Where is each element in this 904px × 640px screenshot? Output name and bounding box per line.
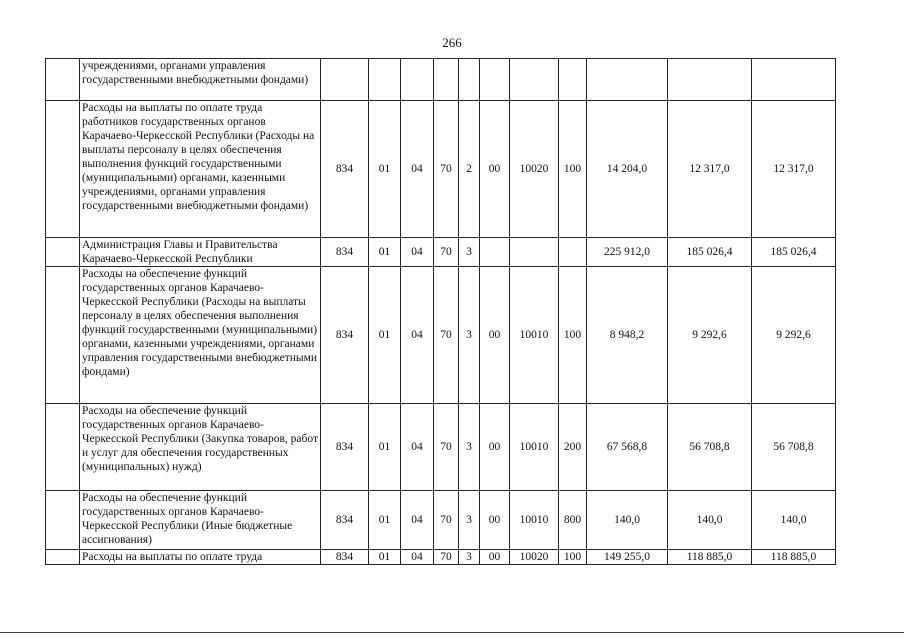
cell-subprogram-code xyxy=(459,59,480,101)
table-row xyxy=(46,550,836,565)
row-description: Расходы на выплаты по оплате труда xyxy=(80,550,321,565)
cell-amount-1: 8 948,2 xyxy=(587,267,668,404)
cell-amount-3: 12 317,0 xyxy=(752,101,836,238)
row-description: учреждениями, органами управления государственными внебюджетными фондами) xyxy=(80,59,321,101)
cell-subsection-code: 04 xyxy=(401,550,434,565)
cell-expense-type-code: 100 xyxy=(559,101,587,238)
cell-ministry-code: 834 xyxy=(321,267,369,404)
cell-program-code xyxy=(434,59,459,101)
row-description: Расходы на обеспечение функций государственных органов Карачаево-Черкесской Республики (Иные бюджетные ассигнования) xyxy=(80,491,321,550)
table-row xyxy=(46,238,836,267)
cell-direction-code: 10010 xyxy=(510,491,559,550)
cell-amount-2: 118 885,0 xyxy=(668,550,752,565)
page-bottom-divider xyxy=(0,632,904,633)
cell-amount-3: 56 708,8 xyxy=(752,404,836,491)
cell-amount-1 xyxy=(587,59,668,101)
cell-subsection-code: 04 xyxy=(401,491,434,550)
cell-amount-1: 14 204,0 xyxy=(587,101,668,238)
cell-amount-3: 118 885,0 xyxy=(752,550,836,565)
row-index-cell xyxy=(46,267,80,404)
cell-section-code: 01 xyxy=(369,491,401,550)
cell-expense-type-code: 100 xyxy=(559,267,587,404)
cell-ministry-code: 834 xyxy=(321,238,369,267)
row-index-cell xyxy=(46,404,80,491)
cell-direction-code: 10020 xyxy=(510,550,559,565)
cell-section-code: 01 xyxy=(369,238,401,267)
cell-subsection-code: 04 xyxy=(401,238,434,267)
row-index-cell xyxy=(46,59,80,101)
cell-amount-2: 140,0 xyxy=(668,491,752,550)
cell-amount-1: 149 255,0 xyxy=(587,550,668,565)
cell-program-code: 70 xyxy=(434,267,459,404)
cell-amount-3: 185 026,4 xyxy=(752,238,836,267)
cell-expense-type-code: 800 xyxy=(559,491,587,550)
cell-section-code: 01 xyxy=(369,101,401,238)
cell-ministry-code: 834 xyxy=(321,404,369,491)
cell-amount-2 xyxy=(668,59,752,101)
cell-subprogram-code: 2 xyxy=(459,101,480,238)
cell-expense-type-code: 100 xyxy=(559,550,587,565)
table-row xyxy=(46,101,836,238)
cell-direction-code: 10010 xyxy=(510,267,559,404)
cell-amount-1: 67 568,8 xyxy=(587,404,668,491)
cell-amount-2: 185 026,4 xyxy=(668,238,752,267)
cell-activity-code: 00 xyxy=(480,267,510,404)
row-index-cell xyxy=(46,238,80,267)
cell-program-code: 70 xyxy=(434,550,459,565)
cell-expense-type-code: 200 xyxy=(559,404,587,491)
cell-activity-code: 00 xyxy=(480,404,510,491)
table-row xyxy=(46,491,836,550)
cell-activity-code: 00 xyxy=(480,491,510,550)
page-number: 266 xyxy=(442,35,462,50)
cell-ministry-code: 834 xyxy=(321,491,369,550)
cell-direction-code xyxy=(510,238,559,267)
cell-subprogram-code: 3 xyxy=(459,491,480,550)
cell-subsection-code: 04 xyxy=(401,404,434,491)
cell-expense-type-code xyxy=(559,59,587,101)
row-index-cell xyxy=(46,101,80,238)
cell-amount-1: 140,0 xyxy=(587,491,668,550)
row-index-cell xyxy=(46,550,80,565)
cell-program-code: 70 xyxy=(434,101,459,238)
cell-subprogram-code: 3 xyxy=(459,238,480,267)
cell-direction-code: 10020 xyxy=(510,101,559,238)
budget-table xyxy=(45,58,836,565)
cell-amount-3: 140,0 xyxy=(752,491,836,550)
cell-program-code: 70 xyxy=(434,404,459,491)
cell-amount-1: 225 912,0 xyxy=(587,238,668,267)
row-description: Администрация Главы и Правительства Карачаево-Черкесской Республики xyxy=(80,238,321,267)
cell-amount-2: 12 317,0 xyxy=(668,101,752,238)
cell-subprogram-code: 3 xyxy=(459,404,480,491)
row-index-cell xyxy=(46,491,80,550)
cell-activity-code: 00 xyxy=(480,550,510,565)
cell-subsection-code: 04 xyxy=(401,101,434,238)
cell-section-code xyxy=(369,59,401,101)
table-row xyxy=(46,59,836,101)
table-row xyxy=(46,404,836,491)
cell-ministry-code: 834 xyxy=(321,550,369,565)
row-description: Расходы на выплаты по оплате труда работников государственных органов Карачаево-Черкесской Республики (Расходы на выплаты персоналу в целях обеспечения выполнения функций государственными (муниципальными) органами, казенными учреждениями, органами управления государственными внебюджетными фондами) xyxy=(80,101,321,238)
row-description: Расходы на обеспечение функций государственных органов Карачаево-Черкесской Республики (Расходы на выплаты персоналу в целях обеспечения выполнения функций государственными (муниципальными) органами, казенными учреждениями, органами управления государственными внебюджетными фондами) xyxy=(80,267,321,404)
cell-activity-code: 00 xyxy=(480,101,510,238)
cell-section-code: 01 xyxy=(369,267,401,404)
cell-program-code: 70 xyxy=(434,491,459,550)
cell-section-code: 01 xyxy=(369,550,401,565)
table-row xyxy=(46,267,836,404)
cell-program-code: 70 xyxy=(434,238,459,267)
cell-expense-type-code xyxy=(559,238,587,267)
cell-subprogram-code: 3 xyxy=(459,550,480,565)
cell-subsection-code: 04 xyxy=(401,267,434,404)
cell-ministry-code xyxy=(321,59,369,101)
cell-section-code: 01 xyxy=(369,404,401,491)
cell-subprogram-code: 3 xyxy=(459,267,480,404)
cell-amount-2: 9 292,6 xyxy=(668,267,752,404)
cell-direction-code xyxy=(510,59,559,101)
cell-amount-3: 9 292,6 xyxy=(752,267,836,404)
cell-amount-2: 56 708,8 xyxy=(668,404,752,491)
cell-activity-code xyxy=(480,238,510,267)
cell-ministry-code: 834 xyxy=(321,101,369,238)
row-description: Расходы на обеспечение функций государственных органов Карачаево-Черкесской Республики (Закупка товаров, работ и услуг для обеспечения государственных (муниципальных) нужд) xyxy=(80,404,321,491)
cell-amount-3 xyxy=(752,59,836,101)
cell-direction-code: 10010 xyxy=(510,404,559,491)
cell-activity-code xyxy=(480,59,510,101)
cell-subsection-code xyxy=(401,59,434,101)
